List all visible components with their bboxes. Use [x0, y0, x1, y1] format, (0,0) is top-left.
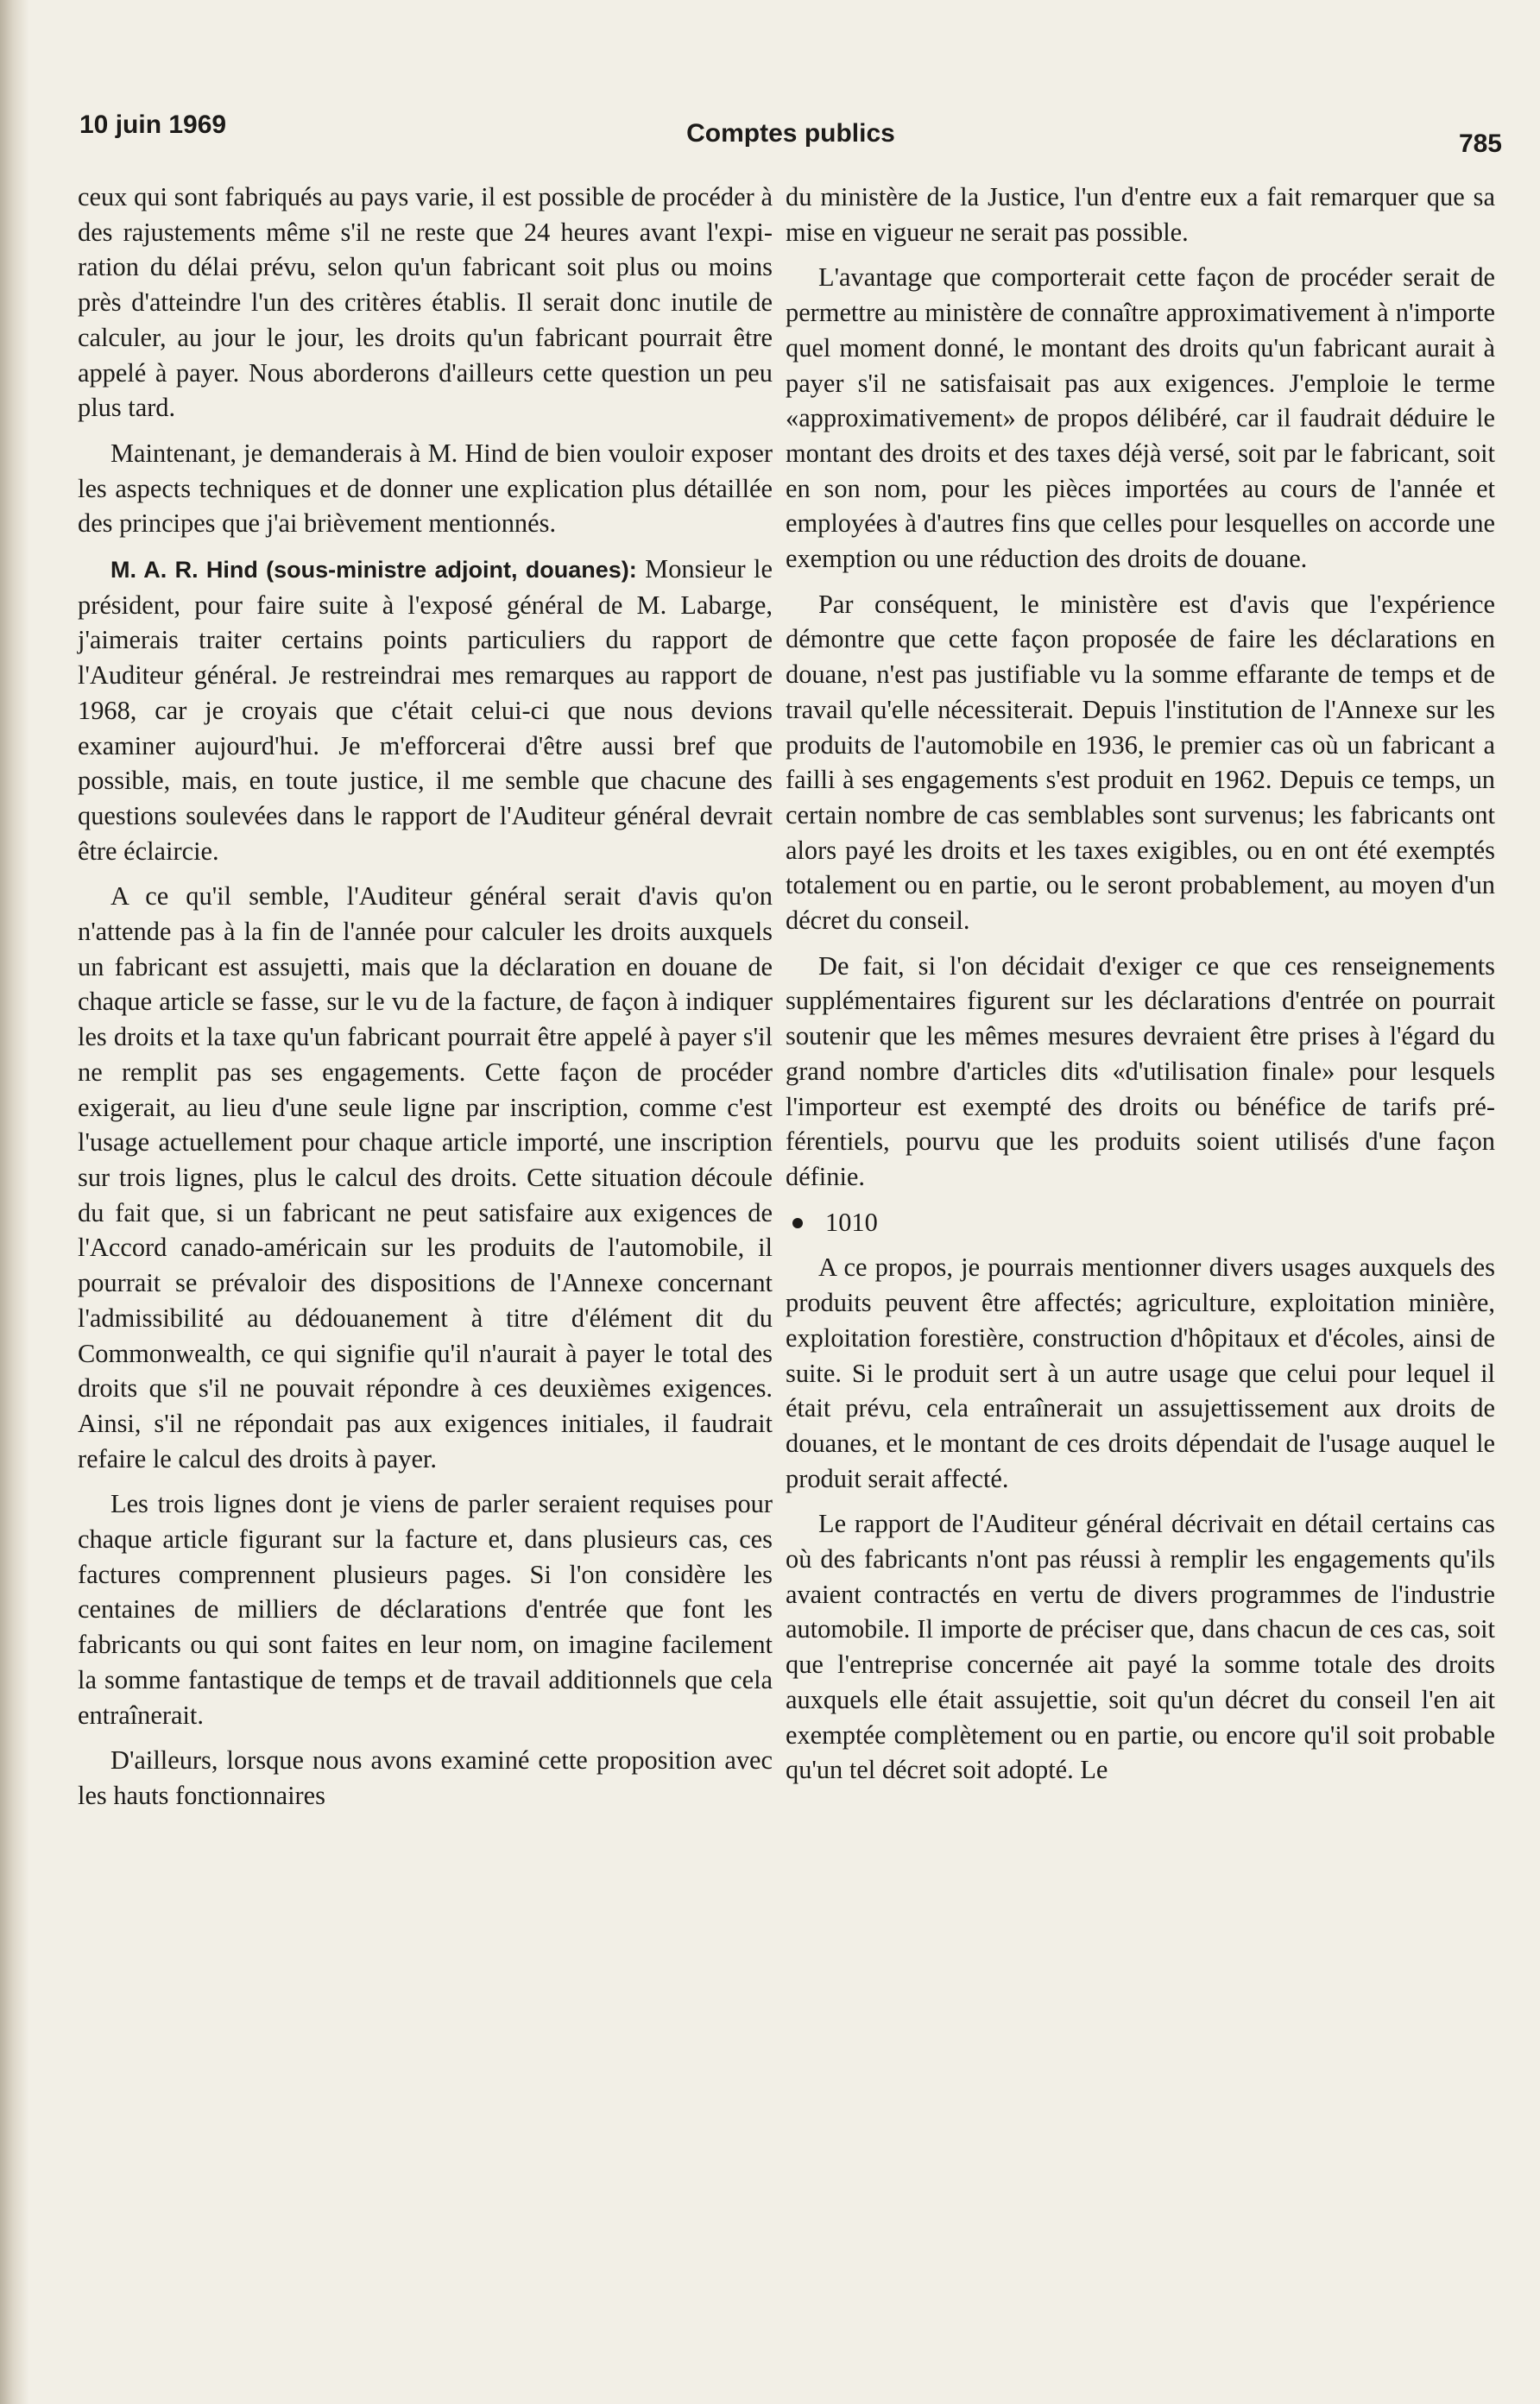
speaker-name: M. A. R. Hind (sous-ministre adjoint, douanes):: [110, 557, 637, 584]
time-marker: [786, 1205, 1495, 1240]
paragraph: Par conséquent, le ministère est d'avis que l'expérience démontre que cette façon proposée de faire les déclarations en douane, n'est pas justifiable vu la somme effarante de temps et de travail qu'elle nécessiterait. Depuis l'institution de l'Annexe sur les produits de l'automobile en 1936, le premier cas où un fabricant a failli à ses engagements s'est produit en 1962. Depuis ce temps, un certain nombre de cas semblables sont survenus; les fabricants ont alors payé les droits et les taxes exigibles, ou en ont été exemptés totalement ou en partie, ou le seront probablement, au moyen d'un décret du conseil.: [786, 589, 1495, 936]
paragraph: L'avantage que comporterait cette façon de procéder serait de permettre au ministère de connaître approximativement à n'importe quel moment donné, le montant des droits qu'un fabricant aurait à payer s'il ne satisfaisait pas aux exigences. J'emploie le terme «approximativement» de propos délibéré, car il faudrait déduire le montant des droits et des taxes déjà versé, soit par le fabricant, soit en son nom, pour les pièces importées au cours de l'année et employées à d'autres fins que celles pour lesquelles on accorde une exemption ou une réduction des droits de douane.: [786, 262, 1495, 574]
left-column: [78, 180, 773, 1824]
paragraph: Le rapport de l'Auditeur général décrivait en détail certains cas où des fabricants n'ont pas réussi à remplir les engagements qu'ils avaient contractés en vertu de divers programmes de l'industrie automobile. Il importe de préciser que, dans chacun de ces cas, soit que l'entreprise concernée ait payé la somme totale des droits auxquels elle était assujettie, soit qu'un décret du conseil l'en ait exemptée complètement ou en partie, ou encore qu'il soit probable qu'un tel décret soit adopté. Le: [786, 1509, 1495, 1785]
right-column: [786, 180, 1495, 1798]
paragraph: A ce qu'il semble, l'Auditeur général serait d'avis qu'on n'attende pas à la fin de l'année pour calculer les droits auxquels un fabricant est assujetti, mais que la déclaration en douane de chaque article se fasse, sur le vu de la facture, de façon à indiquer les droits et la taxe qu'un fabricant pourrait être appelé à payer s'il ne remplit pas ses engagements. Cette façon de procéder exigerait, au lieu d'une seule ligne par inscription, comme c'est l'usage actuellement pour chaque article importé, une inscription sur trois lignes, plus le calcul des droits. Cette situation découle du fait que, si un fabricant ne peut satisfaire aux exigences de l'Accord canado-américain sur les produits de l'automobile, il pourrait se prévaloir des dispositions de l'Annexe concernant l'admissibilité au dédouanement à titre d'élément dit du Commonwealth, ce qui signifie qu'il n'aurait à payer le total des droits que s'il ne pouvait répondre à ces deuxièmes exigences. Ainsi, s'il ne répondait pas aux exigences initiales, il faudrait refaire le calcul des droits à payer.: [78, 881, 773, 1473]
header-title: Comptes publics: [686, 119, 895, 148]
paragraph: Les trois lignes dont je viens de parler seraient requises pour chaque article figurant sur la facture et, dans plusieurs cas, ces factures comprennent plusieurs pages. Si l'on considère les centaines de milliers de déclarations d'entrée que font les fabricants ou qui sont faites en leur nom, on imagine facilement la somme fantastique de temps et de travail additionnels que cela entraînerait.: [78, 1489, 773, 1730]
bullet-icon: [792, 1218, 803, 1228]
page-gutter-shadow: [0, 0, 29, 2404]
time-marker-label: 1010: [825, 1207, 878, 1237]
paragraph: De fait, si l'on décidait d'exiger ce que ces renseignements supplémentaires figurent sur les déclarations d'entrée on pourrait soutenir que les mêmes mesures devraient être prises à l'égard du grand nombre d'articles dits «d'utilisation finale» pour lesquels l'importeur est exempté des droits ou bénéfice de tarifs préférentiels, pourvu que les produits soient utilisés d'une façon définie.: [786, 950, 1495, 1191]
paragraph: Maintenant, je demanderais à M. Hind de bien vouloir exposer les aspects techniques et de donner une explication plus détaillée des principes que j'ai brièvement mentionnés.: [78, 438, 773, 539]
header-date: 10 juin 1969: [79, 110, 227, 139]
paragraph: D'ailleurs, lorsque nous avons examiné cette proposition avec les hauts fonctionnaires: [78, 1745, 773, 1810]
paragraph: du ministère de la Justice, l'un d'entre eux a fait remarquer que sa mise en vigueur ne serait pas possible.: [786, 182, 1495, 247]
page-number: 785: [1458, 129, 1502, 158]
speaker-paragraph: [78, 552, 773, 868]
page-header: [79, 110, 1502, 158]
paragraph: A ce propos, je pourrais mentionner divers usages auxquels des produits peuvent être affectés; agriculture, exploitation minière, exploitation forestière, construction d'hôpitaux et d'écoles, ainsi de suite. Si le produit sert à un autre usage que celui pour lequel il était prévu, cela entraînerait un assujettissement aux droits de douanes, et le montant de ces droits dépendait de l'usage auquel le produit serait affecté.: [786, 1252, 1495, 1493]
speaker-text: Monsieur le président, pour faire suite à l'exposé général de M. Labarge, j'aimerais traiter certains points particuliers du rapport de l'Auditeur général. Je restreindrai mes remarques au rapport de 1968, car je croyais que c'était celui-ci que nous devions examiner aujourd'hui. Je m'efforcerai d'être aussi bref que possible, mais, en toute justice, il me semble que chacune des questions soulevées dans le rapport de l'Auditeur général devrait être éclaircie.: [78, 554, 773, 866]
paragraph: ceux qui sont fabriqués au pays varie, il est possible de procéder à des rajustements même s'il ne reste que 24 heures avant l'expiration du délai prévu, selon qu'un fabricant soit plus ou moins près d'atteindre l'un des critères établis. Il serait donc inutile de calculer, au jour le jour, les droits qu'un fabricant pourrait être appelé à payer. Nous aborderons d'ailleurs cette question un peu plus tard.: [78, 182, 773, 423]
